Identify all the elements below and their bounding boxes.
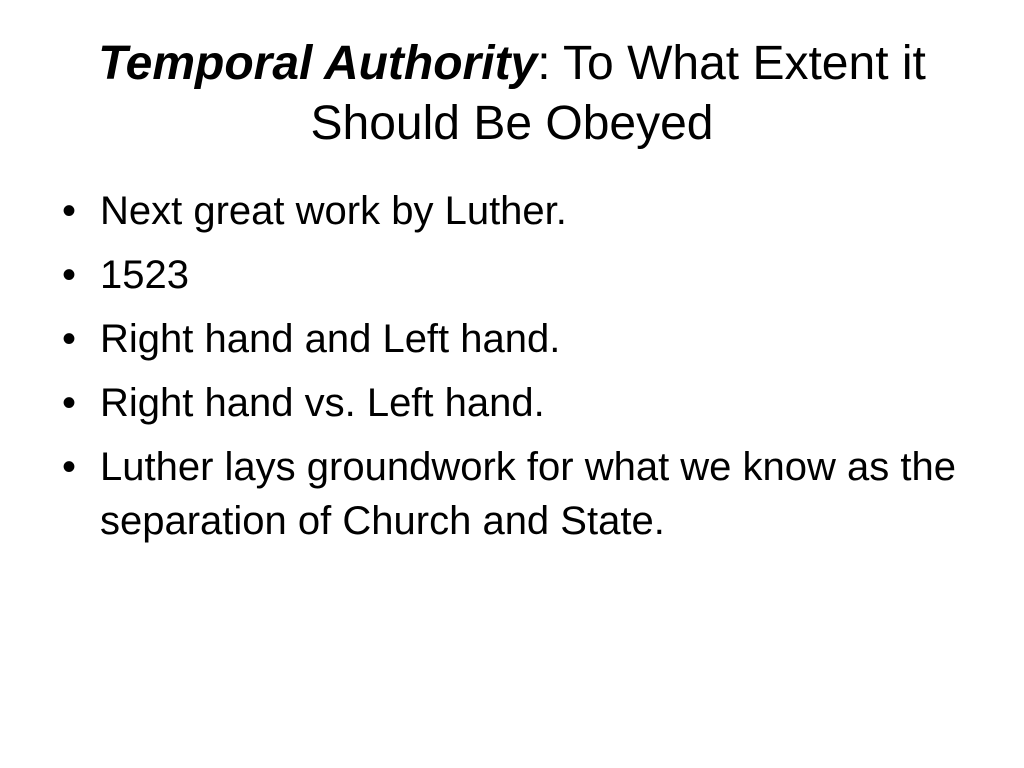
- bullet-item: [58, 312, 978, 366]
- bullet-item: [58, 184, 978, 238]
- bullet-item: [58, 440, 978, 548]
- bullet-item: [58, 376, 978, 430]
- slide-title-rest: : To What Extent it Should Be Obeyed: [310, 37, 926, 150]
- bullet-list: [58, 184, 978, 558]
- bullet-item: [58, 248, 978, 302]
- slide-title-emphasis: Temporal Authority: [98, 37, 538, 90]
- slide-title: [60, 34, 964, 154]
- bullet-dot-icon: •: [62, 445, 77, 489]
- bullet-text: Right hand vs. Left hand.: [100, 381, 545, 425]
- bullet-dot-icon: •: [62, 317, 77, 361]
- bullet-text: 1523: [100, 253, 189, 297]
- bullet-dot-icon: •: [62, 381, 77, 425]
- bullet-text: Right hand and Left hand.: [100, 317, 561, 361]
- bullet-text: Luther lays groundwork for what we know as the separation of Church and State.: [100, 445, 956, 543]
- bullet-dot-icon: •: [62, 189, 77, 233]
- bullet-text: Next great work by Luther.: [100, 189, 567, 233]
- bullet-dot-icon: •: [62, 253, 77, 297]
